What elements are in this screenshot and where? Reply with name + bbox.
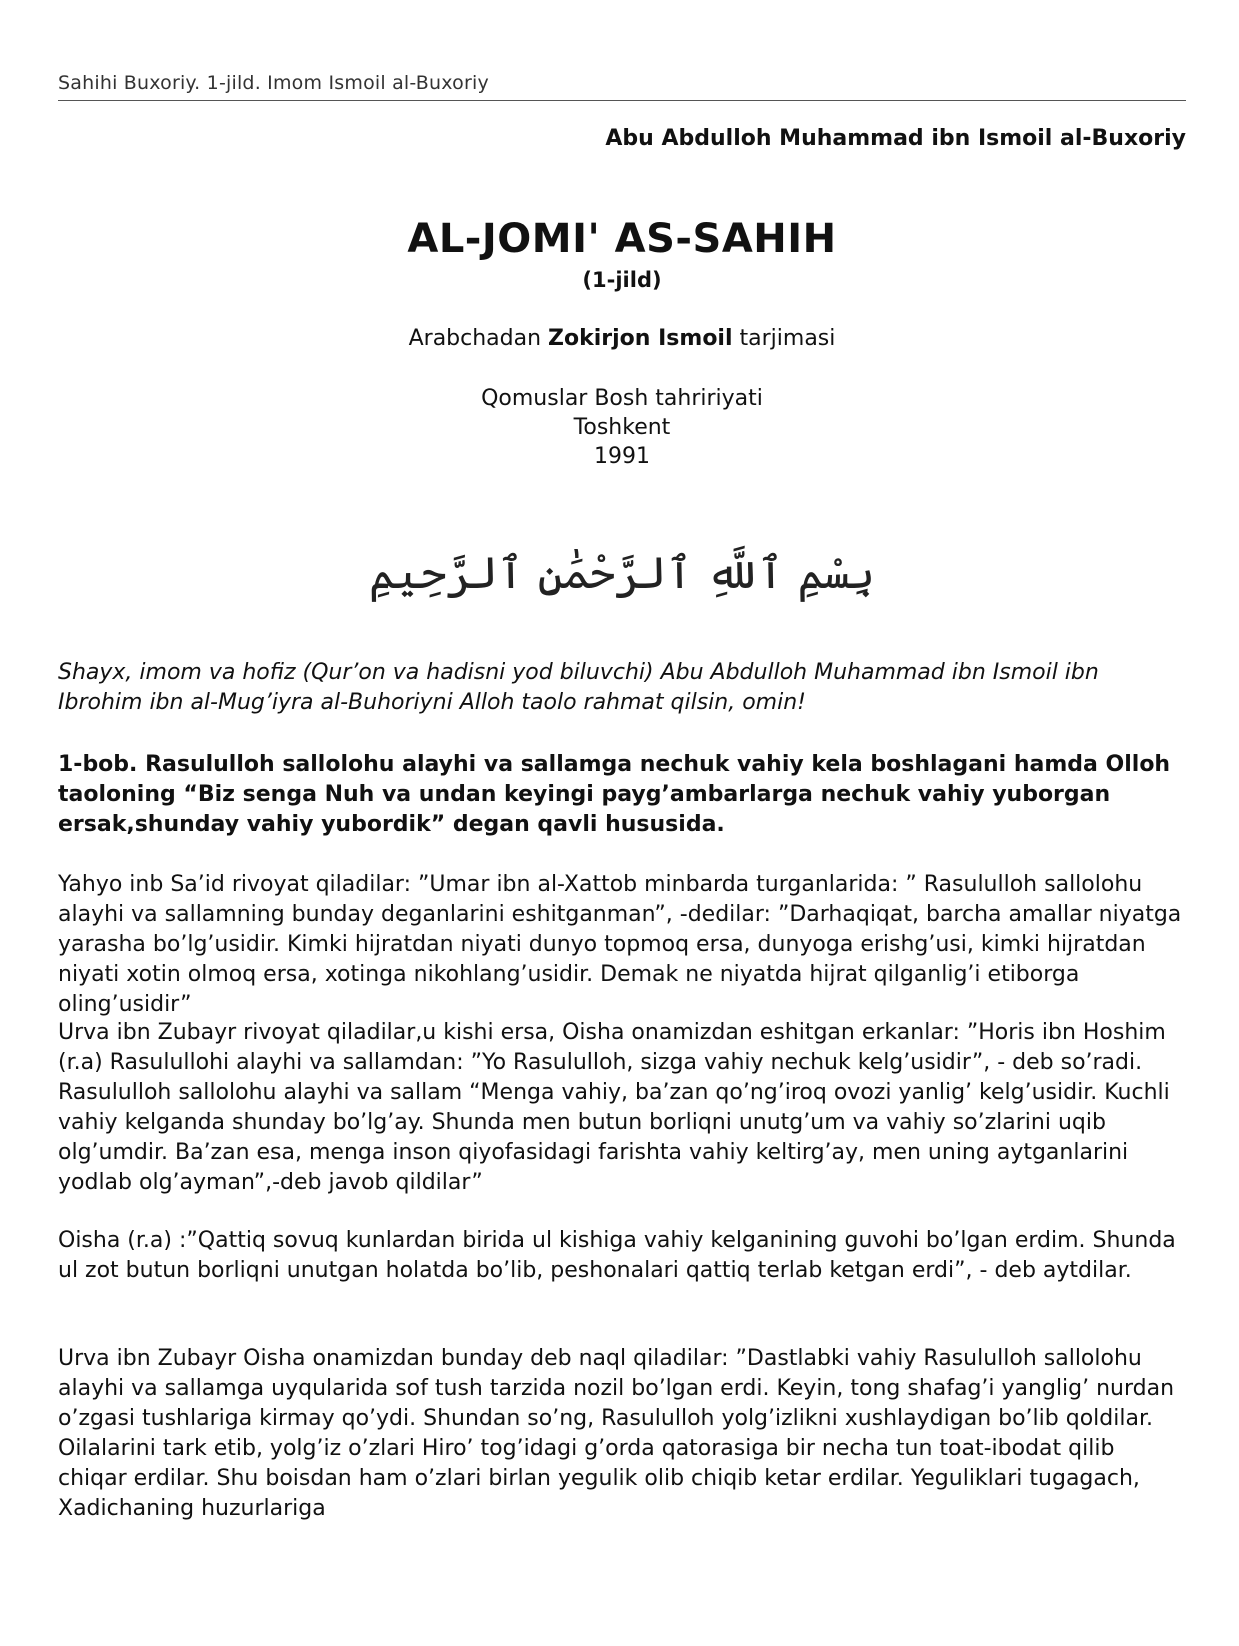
volume-label: (1-jild) [582,268,662,292]
basmala-calligraphy: بِسْمِ ٱللَّهِ ٱلرَّحْمَٰنِ ٱلرَّحِيمِ [368,548,876,599]
paragraph: Oisha (r.a) :”Qattiq sovuq kunlardan birida ul kishiga vahiy kelganining guvohi bo’lgan erdim. Shunda ul zot butun borliqni unutgan holatda bo’lib, peshonalari qattiq terlab ketgan erdi”, - deb aytdilar. [58,1228,1176,1283]
running-header: Sahihi Buxoriy. 1-jild. Imom Ismoil al-Buxoriy [58,72,489,94]
translator-prefix: Arabchadan [408,326,542,351]
dedication: Shayx, imom va hofiz (Qur’on va hadisni yod biluvchi) Abu Abdulloh Muhammad ibn Ismoil ibn Ibrohim ibn al-Mug’iyra al-Buhoriyni Alloh taolo rahmat qilsin, omin! [58,660,1099,715]
author-name: Abu Abdulloh Muhammad ibn Ismoil al-Buxoriy [605,126,1186,151]
translator-suffix: tarjimasi [739,326,836,351]
paragraph: Urva ibn Zubayr rivoyat qiladilar,u kishi ersa, Oisha onamizdan eshitgan erkanlar: ”Horis ibn Hoshim (r.a) Rasulullohi alayhi va sallamdan: ”Yo Rasululloh, sizga vahiy nechuk kelg’usidir”, - deb so’radi. Rasululloh sallolohu alayhi va sallam “Menga vahiy, ba’zan qo’ng’iroq ovozi yanlig’ kelg’usidir. Kuchli vahiy kelganda shunday bo’lg’ay. Shunda men butun borliqni unutg’um va vahiy so’zlarini uqib olg’umdir. Ba’zan esa, menga inson qiyofasidagi farishta vahiy keltirg’ay, men uning aytganlarini yodlab olg’ayman”,-deb javob qildilar” [58,1020,1170,1195]
book-title: AL-JOMI' AS-SAHIH [407,216,837,262]
translator-line [58,326,1186,351]
publisher: Qomuslar Bosh tahririyati [481,386,763,411]
publication-info [58,384,1186,471]
paragraph: Urva ibn Zubayr Oisha onamizdan bunday deb naql qiladilar: ”Dastlabki vahiy Rasululloh sallolohu alayhi va sallamga uyqularida sof tush tarzida nozil bo’lgan erdi. Keyin, tong shafag’i yanglig’ nurdan o’zgasi tushlariga kirmay qo’ydi. Shundan so’ng, Rasululloh yolg’izlikni xushlaydigan bo’lib qoldilar. Oilalarini tark etib, yolg’iz o’zlari Hiro’ tog’idagi g’orda qatorasiga bir necha tun toat-ibodat qilib chiqar erdilar. Shu boisdan ham o’zlari birlan yegulik olib chiqib ketar erdilar. Yeguliklari tugagach, Xadichaning huzurlariga [58,1346,1175,1521]
chapter-heading: 1-bob. Rasululloh sallolohu alayhi va sallamga nechuk vahiy kela boshlagani hamda Olloh taoloning “Biz senga Nuh va undan keyingi payg’ambarlarga nechuk vahiy yuborgan ersak,shunday vahiy yubordik” degan qavli hususida. [58,752,1171,837]
header-divider [58,100,1186,101]
translator-name: Zokirjon Ismoil [548,326,733,351]
paragraph: Yahyo inb Sa’id rivoyat qiladilar: ”Umar ibn al-Xattob minbarda turganlarida: ” Rasululloh sallolohu alayhi va sallamning bunday deganlarini eshitganman”, -dedilar: ”Darhaqiqat, barcha amallar niyatga yarasha bo’lg’usidir. Kimki hijratdan niyati dunyo topmoq ersa, dunyoga erishg’usi, kimki hijratdan niyati xotin olmoq ersa, xotinga nikohlang’usidir. Demak ne niyatda hijrat qilganlig’i etiborga oling’usidir” [58,872,1182,1017]
city: Toshkent [573,415,671,440]
year: 1991 [594,444,650,469]
